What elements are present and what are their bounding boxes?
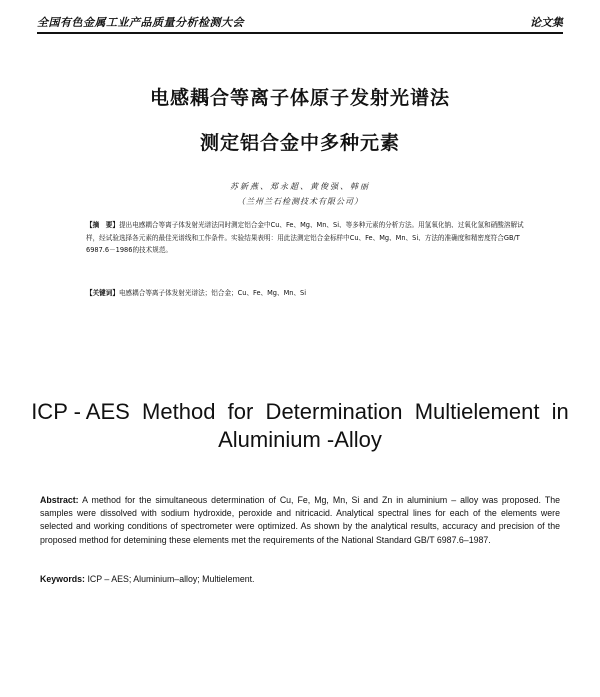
chinese-title-line-2: 测定铝合金中多种元素 (199, 132, 400, 154)
chinese-title-line-1: 电感耦合等离子体原子发射光谱法 (149, 87, 450, 109)
english-title-line-2: Aluminium -Alloy (218, 427, 382, 452)
header-proceedings-name: 全国有色金属工业产品质量分析检测大会 (37, 16, 244, 29)
english-keywords (40, 573, 560, 585)
chinese-abstract-text: 提出电感耦合等离子体发射光谱法同时测定铝合金中Cu、Fe、Mg、Mn、Si、等多种元素的分析方法。用氢氧化钠、过氧化氢和硝酸溶解试样，经试验选择各元素的最佳光谱线和工作条件。实验结果表明：用此法测定铝合金标样中Cu、Fe、Mg、Mn、Si、方法的准确度和精密度符合GB/T 6987.6－1986的技术规范。 (86, 221, 524, 255)
chinese-keywords (86, 287, 526, 299)
english-abstract (40, 494, 560, 547)
chinese-abstract (86, 219, 526, 257)
running-header (37, 10, 563, 34)
english-keywords-text: ICP – AES; Aluminium–alloy; Multielement. (87, 574, 255, 584)
chinese-keywords-label: 【关键词】 (86, 289, 119, 297)
chinese-abstract-label: 【摘 要】 (86, 221, 119, 229)
english-keywords-label: Keywords: (40, 574, 85, 584)
english-title-line-1: ICP - AES Method for Determination Multielement in (31, 399, 569, 424)
english-abstract-label: Abstract: (40, 495, 79, 505)
english-abstract-text: A method for the simultaneous determination of Cu, Fe, Mg, Mn, Si and Zn in aluminium – alloy was proposed. The samples were dissolved with sodium hydroxide, peroxide and nitricacid. Analytical spectral lines for each of the elements were selected and working conditions of spectrometer were optimized. As shown by the analytical results, accuracy and precision of the proposed method for detemining these elements met the requirements of the National Standard GB/T 6987.6–1987. (40, 495, 560, 545)
author-affiliation: （兰州兰石检测技术有限公司） (237, 197, 363, 206)
header-section-label: 论文集 (530, 16, 563, 29)
chinese-keywords-text: 电感耦合等离子体发射光谱法；铝合金；Cu、Fe、Mg、Mn、Si (118, 289, 307, 297)
author-list: 苏新燕、郑永超、黄俊强、韩丽 (230, 182, 370, 191)
english-title (30, 398, 570, 454)
